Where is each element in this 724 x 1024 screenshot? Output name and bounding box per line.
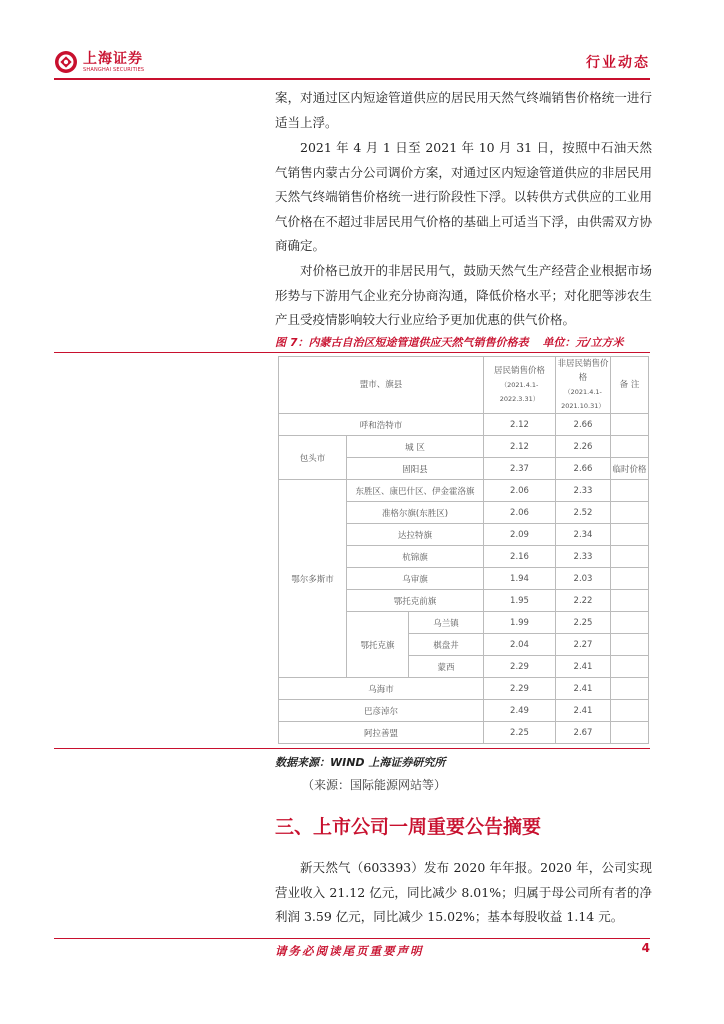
- table-row: 包头市 城 区 2.12 2.26: [279, 436, 649, 458]
- footer-rule: [54, 938, 650, 939]
- paragraph-2: 2021 年 4 月 1 日至 2021 年 10 月 31 日，按照中石油天然气销售内蒙古分公司调价方案，对通过区内短途管道供应的非居民用天然气终端销售价格统一进行阶段性下浮。以转供方式供应的工业用气价格在不超过非居民用气价格的基础上可适当下浮，由供需双方协商确定。: [275, 140, 652, 253]
- group-etuoke: 鄂托克旗: [347, 612, 409, 678]
- table-row: 蒙西 2.29 2.41: [279, 656, 649, 678]
- paragraph-3: 对价格已放开的非居民用气，鼓励天然气生产经营企业根据市场形势与下游用气企业充分协商沟通，降低价格水平；对化肥等涉农生产且受疫情影响较大行业应给予更加优惠的供气价格。: [275, 263, 652, 327]
- header-note: 备 注: [611, 357, 649, 414]
- data-source-note: （来源：国际能源网站等）: [302, 778, 447, 792]
- table-row: 达拉特旗 2.09 2.34: [279, 524, 649, 546]
- header-section-title: 行业动态: [586, 55, 650, 71]
- table-row: 乌海市 2.29 2.41: [279, 678, 649, 700]
- section-heading: 三、上市公司一周重要公告摘要: [275, 816, 542, 838]
- data-source: 数据来源：WIND 上海证券研究所: [275, 756, 446, 769]
- table-row: 鄂托克前旗 1.95 2.22: [279, 590, 649, 612]
- table-row: 鄂尔多斯市 东胜区、康巴什区、伊金霍洛旗 2.06 2.33: [279, 480, 649, 502]
- table-row: 巴彦淖尔 2.49 2.41: [279, 700, 649, 722]
- logo-icon: [54, 50, 78, 74]
- table-row: 棋盘井 2.04 2.27: [279, 634, 649, 656]
- paragraph-1: 案，对通过区内短途管道供应的居民用天然气终端销售价格统一进行适当上浮。: [275, 90, 652, 130]
- header-rule: [54, 78, 650, 80]
- page-header: [54, 50, 650, 80]
- section-paragraph: 新天然气（603393）发布 2020 年年报。2020 年，公司实现营业收入 21.12 亿元，同比减少 8.01%；归属于母公司所有者的净利润 3.59 亿元，同比减少 15.02%；基本每股收益 1.14 元。: [275, 860, 652, 924]
- logo-english-name: SHANGHAI SECURITIES: [83, 66, 145, 73]
- table-row: 杭锦旗 2.16 2.33: [279, 546, 649, 568]
- header-resident: 居民销售价格 （2021.4.1-2022.3.31）: [484, 357, 556, 414]
- table-row: 阿拉善盟 2.25 2.67: [279, 722, 649, 744]
- figure-caption: [275, 334, 624, 350]
- figure-title: 图 7：内蒙古自治区短途管道供应天然气销售价格表: [275, 336, 529, 349]
- table-row: 固阳县 2.37 2.66 临时价格: [279, 458, 649, 480]
- header-nonresident: 非居民销售价格 （2021.4.1-2021.10.31）: [556, 357, 611, 414]
- table-header-row: [279, 357, 649, 414]
- footer-disclaimer[interactable]: 请务必阅读尾页重要声明: [275, 944, 424, 958]
- header-region: 盟市、旗县: [279, 357, 484, 414]
- logo: [54, 50, 144, 74]
- table-row: 乌审旗 1.94 2.03: [279, 568, 649, 590]
- page-number: 4: [641, 941, 650, 955]
- table-bottom-rule: [54, 748, 650, 749]
- gas-price-table: [278, 356, 649, 744]
- group-ordos: 鄂尔多斯市: [279, 480, 347, 678]
- table-row: 准格尔旗(东胜区) 2.06 2.52: [279, 502, 649, 524]
- group-baotou: 包头市: [279, 436, 347, 480]
- table-row: 呼和浩特市 2.12 2.66: [279, 414, 649, 436]
- caption-rule: [54, 352, 650, 353]
- figure-unit: 单位：元/立方米: [542, 336, 624, 349]
- table-row: 鄂托克旗 乌兰镇 1.99 2.25: [279, 612, 649, 634]
- logo-name: 上海证券: [83, 50, 143, 67]
